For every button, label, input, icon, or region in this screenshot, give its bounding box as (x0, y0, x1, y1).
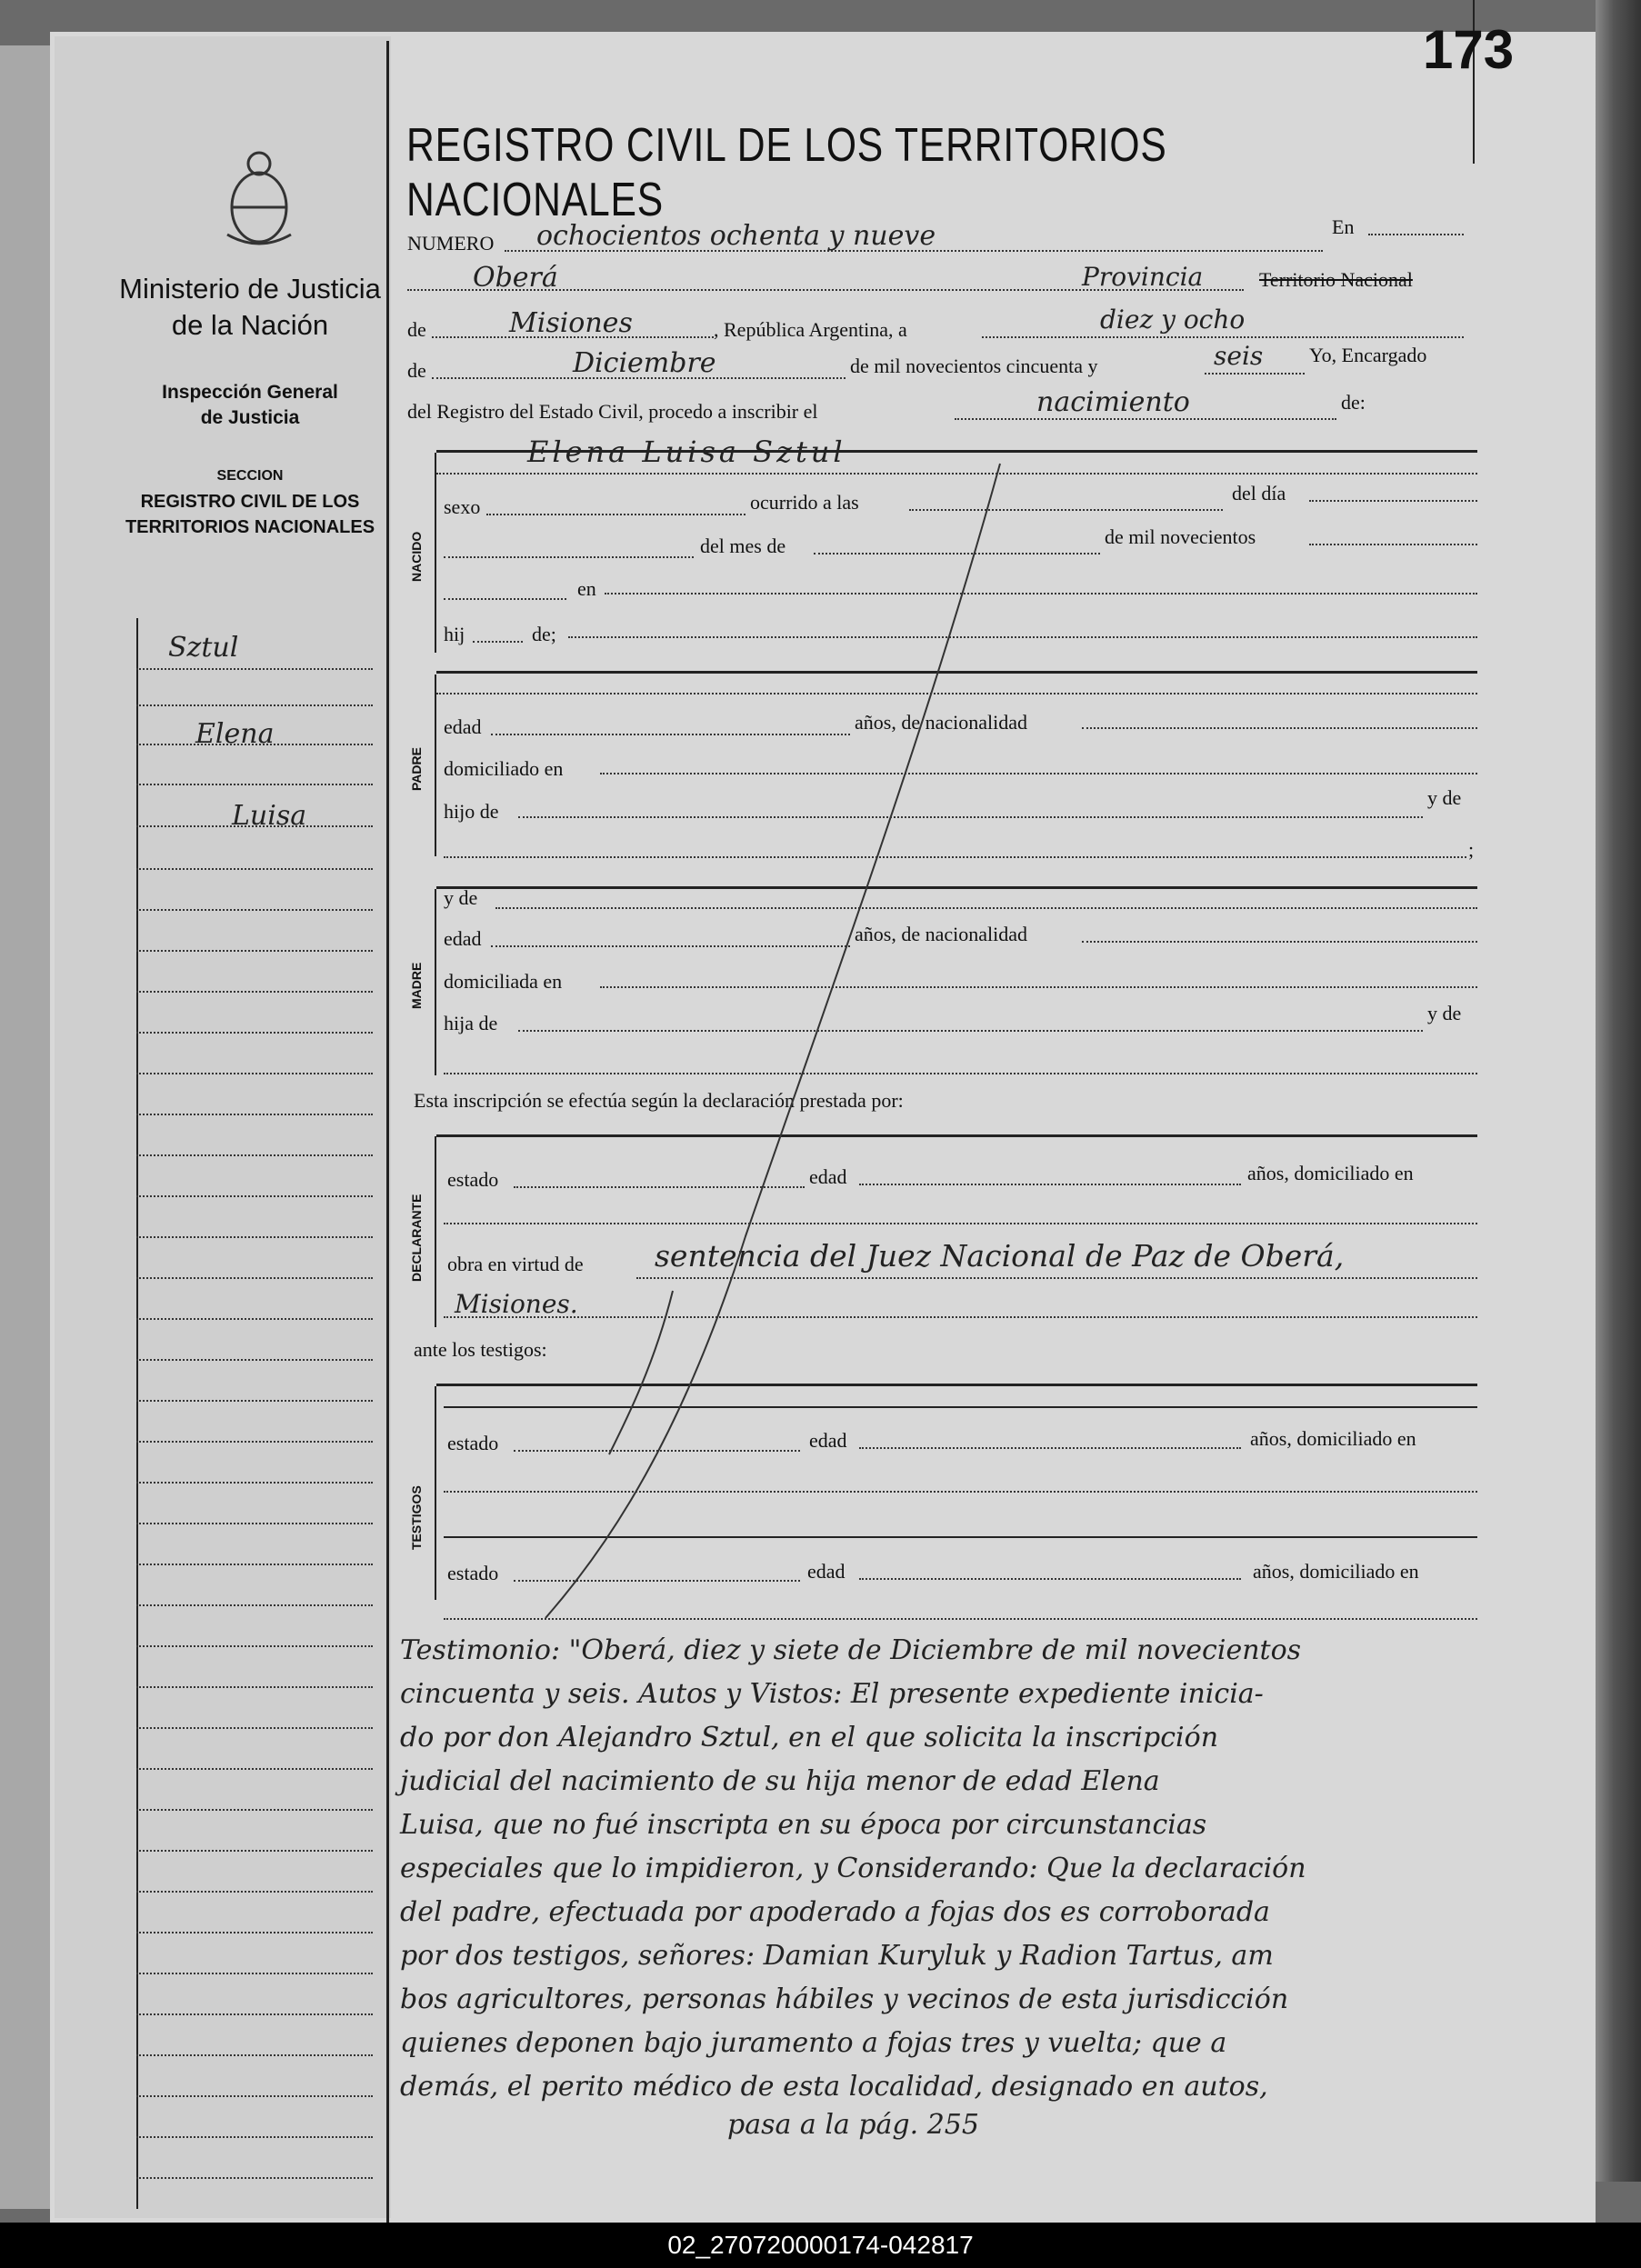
name2-handwritten: Luisa (232, 800, 307, 832)
section-heading (118, 464, 382, 540)
padre-semicolon: ; (1468, 838, 1475, 861)
padre-bracket (435, 674, 436, 856)
de-label-1: de (407, 318, 426, 341)
year-value: seis (1214, 341, 1264, 371)
column-divider (386, 41, 389, 2223)
cancellation-stroke (527, 455, 1036, 1636)
act-value: nacimiento (1036, 386, 1190, 418)
person-name: Elena Luisa Sztul (527, 435, 846, 469)
testigos-estado-1: estado (447, 1432, 499, 1454)
testigos-anos-dom-1: años, domiciliado en (1250, 1427, 1416, 1450)
page-title: REGISTRO CIVIL DE LOS TERRITORIOS NACIONALES (406, 119, 1167, 226)
madre-anos: años, de nacionalidad (855, 923, 1027, 945)
testimonio-line: quienes deponen bajo juramento a fojas tres y vuelta; que a (400, 2027, 1227, 2059)
place-value: Oberá (473, 262, 558, 294)
de-colon: de: (1341, 391, 1366, 414)
numero-label: NUMERO (407, 232, 495, 255)
inspection-line-2: de Justicia (200, 407, 300, 428)
left-page-edge (0, 45, 50, 2209)
obra-value-2: Misiones. (455, 1289, 578, 1319)
testimonio-line: judicial del nacimiento de su hija menor de edad Elena (400, 1765, 1160, 1797)
declarante-bracket (435, 1136, 436, 1327)
yo-encargado: Yo, Encargado (1309, 344, 1427, 366)
image-id-footer: 02_270720000174-042817 (0, 2223, 1641, 2268)
declaracion-text: Esta inscripción se efectúa según la declaración prestada por: (414, 1089, 904, 1112)
nacido-de: de; (532, 623, 556, 645)
testimonio-line: do por don Alejandro Sztul, en el que solicita la inscripción (400, 1722, 1219, 1753)
testimonio-line: cincuenta y seis. Autos y Vistos: El presente expediente inicia- (400, 1678, 1264, 1710)
nacido-hij: hij (444, 623, 465, 645)
ministry-heading (118, 271, 382, 344)
padre-hijo: hijo de (444, 800, 499, 823)
republica-text: , República Argentina, a (714, 318, 907, 341)
province-value: Misiones (509, 307, 633, 339)
testigos-side-label: TESTIGOS (409, 1485, 424, 1550)
en-label: En (1332, 215, 1355, 238)
testimonio-continuation: pasa a la pág. 255 (727, 2109, 979, 2141)
section-label: SECCION (216, 468, 284, 484)
madre-bracket (435, 889, 436, 1075)
nacido-ocurrido: ocurrido a las (750, 491, 859, 514)
day-value: diez y ocho (1100, 305, 1246, 335)
day-line (982, 336, 1464, 338)
nacido-side-label: NACIDO (409, 531, 424, 582)
declarante-obra: obra en virtud de (447, 1253, 584, 1275)
madre-yde-top: y de (444, 886, 478, 909)
provincia-handwritten: Provincia (1082, 262, 1204, 292)
section-line-2: TERRITORIOS NACIONALES (125, 517, 375, 537)
year-text: de mil novecientos cincuenta y (850, 355, 1098, 377)
nacido-mil-nov: de mil novecientos (1105, 525, 1256, 548)
declarante-side-label: DECLARANTE (409, 1194, 424, 1282)
ante-testigos: ante los testigos: (414, 1338, 547, 1361)
padre-edad: edad (444, 715, 482, 738)
padre-side-label: PADRE (409, 747, 424, 791)
declarante-edad: edad (809, 1165, 847, 1188)
madre-side-label: MADRE (409, 962, 424, 1009)
testimonio-line: bos agricultores, personas hábiles y vecinos de esta jurisdicción (400, 1983, 1289, 2015)
inspection-line-1: Inspección General (162, 382, 338, 403)
margin-line (136, 618, 138, 2209)
month-value: Diciembre (573, 347, 716, 379)
territorio-struck: Territorio Nacional (1259, 268, 1413, 291)
nacido-bracket (435, 453, 436, 653)
declarante-estado: estado (447, 1168, 499, 1191)
book-edge (1596, 0, 1641, 2182)
testimonio-line: Testimonio: "Oberá, diez y siete de Diciembre de mil novecientos (400, 1634, 1302, 1666)
declarante-anos-dom: años, domiciliado en (1247, 1162, 1414, 1184)
testigos-edad-1: edad (809, 1429, 847, 1452)
de-label-2: de (407, 359, 426, 382)
madre-edad: edad (444, 927, 482, 950)
testimonio-line: por dos testigos, señores: Damian Kuryluk y Radion Tartus, am (400, 1940, 1274, 1972)
ministry-line-2: de la Nación (171, 309, 329, 341)
name1-handwritten: Elena (195, 718, 275, 750)
year-line (1205, 373, 1305, 375)
padre-anos: años, de nacionalidad (855, 711, 1027, 734)
madre-yde: y de (1427, 1002, 1462, 1024)
testigos-estado-2: estado (447, 1562, 499, 1584)
testigos-anos-dom-2: años, domiciliado en (1253, 1560, 1419, 1583)
nacido-del-mes: del mes de (700, 535, 786, 557)
madre-domiciliada: domiciliada en (444, 970, 563, 993)
nacido-del-dia: del día (1232, 482, 1286, 505)
nacido-en: en (577, 577, 596, 600)
testigos-edad-2: edad (807, 1560, 846, 1583)
ministry-line-1: Ministerio de Justicia (119, 273, 381, 305)
padre-domiciliado: domiciliado en (444, 757, 564, 780)
act-line (955, 418, 1336, 420)
padre-yde: y de (1427, 786, 1462, 809)
del-registro-text: del Registro del Estado Civil, procedo a inscribir el (407, 400, 818, 423)
numero-value: ochocientos ochenta y nueve (536, 220, 936, 252)
coat-of-arms-emblem (218, 144, 300, 253)
page-number: 173 (1423, 19, 1515, 80)
surname-handwritten: Sztul (168, 632, 239, 664)
testimonio-line: especiales que lo impidieron, y Considerando: Que la declaración (400, 1853, 1306, 1884)
obra-value: sentencia del Juez Nacional de Paz de Oberá, (655, 1238, 1345, 1274)
inspection-heading (118, 380, 382, 431)
testigos-bracket (435, 1386, 436, 1600)
madre-hija: hija de (444, 1012, 498, 1034)
en-line (1368, 234, 1464, 235)
nacido-sexo: sexo (444, 495, 481, 518)
testimonio-line: Luisa, que no fué inscripta en su época por circunstancias (400, 1809, 1207, 1841)
section-line-1: REGISTRO CIVIL DE LOS (140, 492, 360, 512)
testimonio-line: del padre, efectuada por apoderado a fojas dos es corroborada (400, 1896, 1270, 1928)
testimonio-line: demás, el perito médico de esta localidad, designado en autos, (400, 2071, 1268, 2103)
